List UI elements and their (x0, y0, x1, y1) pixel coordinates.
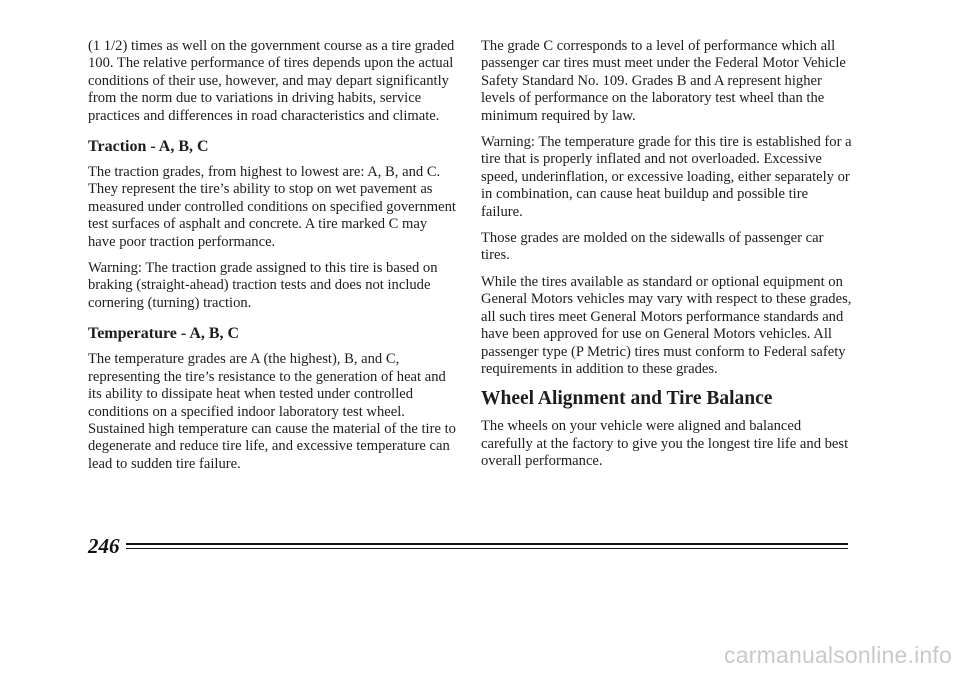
paragraph-sidewall-grades: Those grades are molded on the sidewalls of passenger car tires. (481, 230, 824, 264)
site-watermark: carmanualsonline.info (724, 642, 952, 668)
heading-temperature: Temperature - A, B, C (88, 325, 240, 343)
paragraph-grade-c: The grade C corresponds to a level of performance which all passenger car tires must meet under the Federal Motor Vehicle Safety Standard No. 109. Grades B and A represent higher levels of performance on the laboratory test wheel than the minimum required by law. (481, 38, 846, 124)
paragraph-tire-grade-intro: (1 1/2) times as well on the government course as a tire graded 100. The relative performance of tires depends upon the actual conditions of their use, however, and may depart significantly from the norm due to variations in driving habits, service practices and differences in road characteristics and climate. (88, 38, 455, 124)
paragraph-temperature-grades: The temperature grades are A (the highest), B, and C, representing the tire’s resistance to the generation of heat and its ability to dissipate heat when tested under controlled conditions on a specified indoor laboratory test wheel. Sustained high temperature can cause the material of the tire to degenerate and reduce tire life, and excessive temperature can lead to sudden tire failure. (88, 351, 456, 472)
heading-wheel-alignment: Wheel Alignment and Tire Balance (481, 388, 773, 410)
paragraph-gm-tires: While the tires available as standard or optional equipment on General Motors vehicles may vary with respect to these grades, all such tires meet General Motors performance standards and have been approved for use on General Motors vehicles. All passenger type (P Metric) tires must conform to Federal safety requirements in addition to these grades. (481, 273, 852, 377)
paragraph-traction-grades: The traction grades, from highest to lowest are: A, B, and C. They represent the tire’s ability to stop on wet pavement as measured under controlled conditions on specified government test surfaces of asphalt and concrete. A tire marked C may have poor traction performance. (88, 164, 456, 250)
footer-rule-thick (126, 543, 848, 545)
left-column (88, 38, 458, 482)
footer-rule-thin (126, 548, 848, 549)
page-footer (88, 534, 848, 558)
heading-traction: Traction - A, B, C (88, 138, 209, 156)
paragraph-temperature-warning: Warning: The temperature grade for this tire is established for a tire that is properly inflated and not overloaded. Excessive speed, underinflation, or excessive loading, either separately or in combination, can cause heat buildup and possible tire failure. (481, 134, 852, 220)
paragraph-traction-warning: Warning: The traction grade assigned to this tire is based on braking (straight-ahead) traction tests and does not include cornering (turning) traction. (88, 260, 438, 311)
page-number: 246 (88, 534, 120, 558)
right-column (481, 38, 853, 480)
paragraph-wheel-alignment: The wheels on your vehicle were aligned and balanced carefully at the factory to give you the longest tire life and best overall performance. (481, 418, 849, 470)
